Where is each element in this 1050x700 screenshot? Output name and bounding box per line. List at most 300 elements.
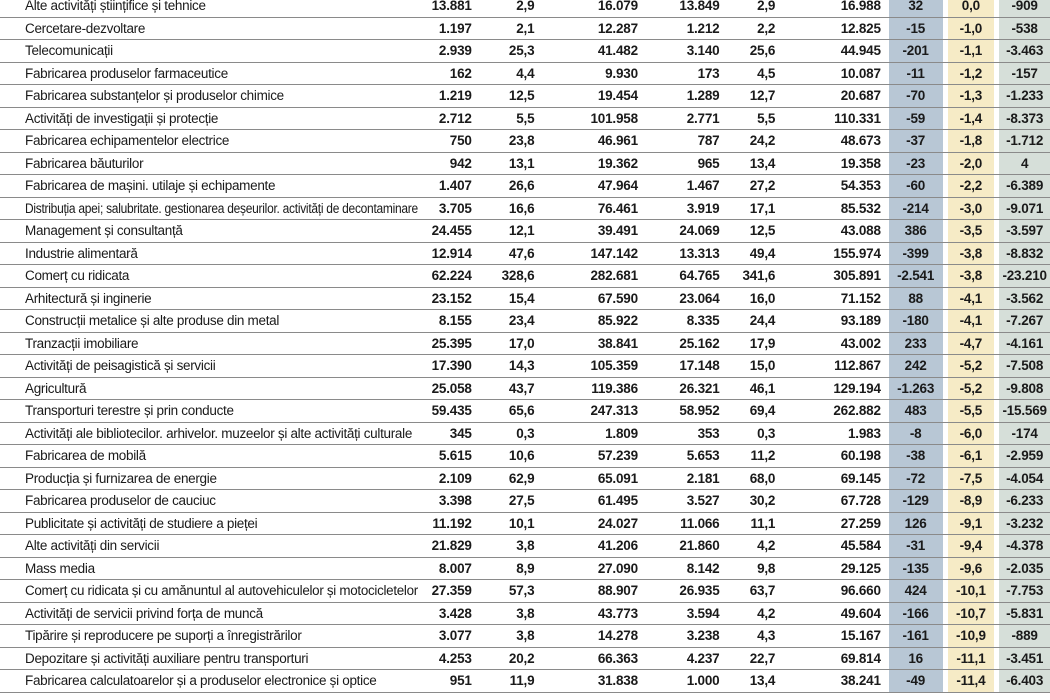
table-cell-col1: 750: [449, 133, 472, 149]
row-label: Activități de peisagistică și servicii: [25, 358, 216, 374]
table-cell-col4: 26.321: [679, 380, 720, 396]
table-cell-col6: 1.983: [847, 425, 881, 441]
table-row: [0, 108, 1050, 131]
table-cell-col8: -6,1: [947, 445, 995, 467]
table-cell-col5: 27,2: [749, 178, 776, 194]
table-cell-col8: -11,4: [947, 670, 995, 692]
row-label: Management și consultanță: [25, 223, 183, 239]
table-cell-col1: 2.939: [438, 43, 472, 59]
table-cell-col1: 3.705: [438, 200, 472, 216]
table-cell-col2: 5,5: [516, 110, 535, 126]
table-cell-col2: 27,5: [508, 493, 535, 509]
row-label: Alte activități științifice și tehnice: [25, 0, 206, 14]
table-cell-col6: 67.728: [840, 493, 881, 509]
table-cell-col7: -180: [888, 310, 943, 332]
table-cell-col3: 76.461: [597, 200, 638, 216]
table-cell-col8: -11,1: [947, 648, 995, 670]
table-cell-col8: -4,1: [947, 310, 995, 332]
table-cell-col3: 47.964: [597, 178, 638, 194]
table-cell-col9: 4: [998, 153, 1050, 175]
table-row: [0, 423, 1050, 446]
table-cell-col4: 23.064: [679, 290, 720, 306]
row-label: Comerț cu ridicata și cu amănuntul al autovehiculelor și motocicletelor: [25, 583, 418, 599]
table-cell-col6: 29.125: [840, 560, 881, 576]
table-cell-col9: -9.808: [998, 378, 1050, 400]
table-cell-col6: 43.088: [840, 223, 881, 239]
table-cell-col4: 353: [697, 425, 720, 441]
table-cell-col7: 233: [888, 333, 943, 355]
table-cell-col7: 32: [888, 0, 943, 17]
table-cell-col5: 17,9: [749, 335, 776, 351]
row-label: Tipărire și reproducere pe suporți a înregistrărilor: [25, 628, 302, 644]
table-row: [0, 355, 1050, 378]
table-cell-col5: 4,3: [757, 628, 776, 644]
row-label: Fabricarea calculatoarelor și a produselor electronice și optice: [25, 673, 377, 689]
table-cell-col3: 61.495: [597, 493, 638, 509]
table-cell-col6: 71.152: [840, 290, 881, 306]
table-cell-col6: 48.673: [840, 133, 881, 149]
table-cell-col9: -7.508: [998, 355, 1050, 377]
table-cell-col1: 23.152: [431, 290, 472, 306]
table-cell-col6: 15.167: [840, 628, 881, 644]
table-cell-col8: -1,0: [947, 18, 995, 40]
table-cell-col1: 162: [449, 65, 472, 81]
table-cell-col3: 38.841: [597, 335, 638, 351]
row-label: Arhitectură și inginerie: [25, 290, 152, 306]
table-cell-col8: 0,0: [947, 0, 995, 17]
table-cell-col1: 8.155: [438, 313, 472, 329]
table-cell-col9: -9.071: [998, 198, 1050, 220]
table-cell-col3: 119.386: [591, 380, 638, 396]
row-label: Telecomunicații: [25, 43, 113, 59]
table-cell-col6: 69.814: [840, 650, 881, 666]
table-cell-col4: 3.594: [686, 605, 720, 621]
table-cell-col9: -2.035: [998, 558, 1050, 580]
table-row: [0, 513, 1050, 536]
table-cell-col9: -2.959: [998, 445, 1050, 467]
table-cell-col5: 4,5: [757, 65, 776, 81]
table-cell-col3: 9.930: [605, 65, 638, 81]
table-cell-col2: 43,7: [508, 380, 535, 396]
table-cell-col6: 43.002: [840, 335, 881, 351]
table-cell-col9: -889: [998, 625, 1050, 647]
row-label: Comerț cu ridicata: [25, 268, 130, 284]
table-cell-col3: 46.961: [597, 133, 638, 149]
table-cell-col4: 173: [697, 65, 720, 81]
row-label: Alte activități din servicii: [25, 538, 160, 554]
row-label: Fabricarea produselor farmaceutice: [25, 65, 228, 81]
table-row: [0, 648, 1050, 671]
table-cell-col3: 247.313: [590, 403, 638, 419]
table-cell-col6: 38.241: [840, 673, 881, 689]
table-cell-col9: -174: [998, 423, 1050, 445]
table-cell-col2: 12,5: [508, 88, 535, 104]
table-cell-col5: 11,2: [750, 448, 776, 464]
row-label: Fabricarea substanțelor și produselor chimice: [25, 88, 284, 104]
table-cell-col6: 49.604: [840, 605, 881, 621]
table-cell-col4: 17.148: [679, 358, 720, 374]
table-cell-col4: 3.140: [686, 43, 720, 59]
table-cell-col3: 19.454: [597, 88, 638, 104]
table-cell-col3: 39.491: [597, 223, 638, 239]
table-cell-col5: 13,4: [749, 155, 776, 171]
table-cell-col5: 4,2: [757, 538, 776, 554]
table-cell-col8: -5,2: [947, 355, 995, 377]
table-cell-col9: -8.832: [998, 243, 1050, 265]
row-label: Tranzacții imobiliare: [25, 335, 139, 351]
table-cell-col8: -1,1: [947, 40, 995, 62]
table-cell-col4: 3.527: [686, 493, 720, 509]
row-label: Activități de investigații și protecție: [25, 110, 219, 126]
table-cell-col1: 24.455: [431, 223, 472, 239]
table-cell-col1: 2.109: [438, 470, 472, 486]
table-row: [0, 310, 1050, 333]
table-row: [0, 175, 1050, 198]
table-row: [0, 603, 1050, 626]
table-cell-col4: 21.860: [679, 538, 720, 554]
table-cell-col9: -909: [998, 0, 1050, 17]
table-cell-col5: 68,0: [749, 470, 776, 486]
table-cell-col1: 3.428: [438, 605, 472, 621]
table-cell-col7: 242: [888, 355, 943, 377]
table-cell-col7: -70: [888, 85, 943, 107]
table-cell-col8: -5,5: [947, 400, 995, 422]
table-cell-col2: 10,6: [508, 448, 535, 464]
table-cell-col7: -72: [888, 468, 943, 490]
table-cell-col8: -3,8: [947, 265, 995, 287]
table-cell-col2: 11,9: [509, 673, 535, 689]
table-cell-col3: 105.359: [590, 358, 638, 374]
table-cell-col9: -1.233: [998, 85, 1050, 107]
table-row: [0, 40, 1050, 63]
table-cell-col2: 0,3: [516, 425, 535, 441]
table-cell-col6: 85.532: [840, 200, 881, 216]
table-cell-col7: -1.263: [888, 378, 943, 400]
table-cell-col5: 24,2: [749, 133, 776, 149]
row-label: Depozitare și activități auxiliare pentru transporturi: [25, 650, 309, 666]
table-cell-col4: 965: [697, 155, 720, 171]
table-cell-col9: -23.210: [998, 265, 1050, 287]
table-row: [0, 0, 1050, 18]
table-cell-col8: -5,2: [947, 378, 995, 400]
table-cell-col2: 8,9: [516, 560, 535, 576]
table-cell-col5: 46,1: [749, 380, 776, 396]
row-label: Activități de servicii privind forța de muncă: [25, 605, 263, 621]
table-cell-col1: 942: [449, 155, 472, 171]
table-cell-col3: 85.922: [597, 313, 638, 329]
table-cell-col5: 5,5: [757, 110, 776, 126]
table-cell-col1: 345: [449, 425, 472, 441]
table-row: [0, 490, 1050, 513]
table-cell-col2: 57,3: [508, 583, 535, 599]
table-cell-col4: 64.765: [679, 268, 720, 284]
table-cell-col4: 3.919: [686, 200, 720, 216]
table-cell-col9: -3.463: [998, 40, 1050, 62]
table-cell-col5: 16,0: [749, 290, 776, 306]
table-cell-col1: 2.712: [438, 110, 472, 126]
table-cell-col8: -1,8: [947, 130, 995, 152]
table-cell-col2: 2,9: [516, 0, 535, 14]
table-cell-col5: 2,9: [757, 0, 776, 14]
table-cell-col4: 8.335: [686, 313, 720, 329]
table-cell-col8: -3,5: [947, 220, 995, 242]
table-cell-col6: 20.687: [840, 88, 881, 104]
table-cell-col6: 10.087: [840, 65, 881, 81]
table-cell-col4: 13.313: [679, 245, 720, 261]
table-cell-col3: 19.362: [597, 155, 638, 171]
table-cell-col4: 24.069: [679, 223, 720, 239]
row-label: Transporturi terestre și prin conducte: [25, 403, 234, 419]
table-row: [0, 288, 1050, 311]
table-cell-col7: -161: [888, 625, 943, 647]
table-cell-col7: -2.541: [888, 265, 943, 287]
table-cell-col7: 16: [888, 648, 943, 670]
table-cell-col2: 62,9: [508, 470, 535, 486]
table-cell-col7: -214: [888, 198, 943, 220]
table-cell-col1: 12.914: [431, 245, 472, 261]
table-cell-col5: 63,7: [749, 583, 776, 599]
row-label: Mass media: [25, 560, 95, 576]
table-cell-col9: -1.712: [998, 130, 1050, 152]
table-cell-col7: -8: [888, 423, 943, 445]
table-cell-col2: 3,8: [516, 605, 535, 621]
table-cell-col8: -4,1: [947, 288, 995, 310]
table-cell-col9: -4.161: [998, 333, 1050, 355]
table-cell-col8: -2,2: [947, 175, 995, 197]
table-cell-col7: -37: [888, 130, 943, 152]
table-cell-col4: 1.289: [686, 88, 720, 104]
table-cell-col8: -4,7: [947, 333, 995, 355]
table-cell-col3: 43.773: [597, 605, 638, 621]
table-cell-col4: 4.237: [686, 650, 720, 666]
table-cell-col2: 328,6: [501, 268, 535, 284]
table-cell-col2: 17,0: [508, 335, 535, 351]
table-row: [0, 130, 1050, 153]
table-cell-col3: 27.090: [597, 560, 638, 576]
table-cell-col3: 1.809: [605, 425, 638, 441]
table-row: [0, 265, 1050, 288]
table-cell-col2: 4,4: [516, 65, 535, 81]
table-cell-col2: 25,3: [508, 43, 535, 59]
table-cell-col1: 62.224: [431, 268, 472, 284]
table-cell-col9: -4.378: [998, 535, 1050, 557]
table-cell-col5: 11,1: [750, 515, 776, 531]
table-cell-col3: 147.142: [590, 245, 638, 261]
table-cell-col9: -7.267: [998, 310, 1050, 332]
table-row: [0, 153, 1050, 176]
table-row: [0, 333, 1050, 356]
table-cell-col4: 787: [697, 133, 720, 149]
table-cell-col5: 12,7: [749, 88, 776, 104]
table-cell-col8: -10,1: [947, 580, 995, 602]
table-cell-col6: 155.974: [833, 245, 881, 261]
table-cell-col3: 31.838: [597, 673, 638, 689]
table-row: [0, 63, 1050, 86]
row-label: Distribuția apei; salubritate. gestionarea deșeurilor. activități de decontaminare: [25, 200, 418, 216]
table-cell-col5: 15,0: [749, 358, 776, 374]
table-cell-col1: 1.407: [438, 178, 472, 194]
table-cell-col6: 27.259: [840, 515, 881, 531]
table-cell-col9: -3.232: [998, 513, 1050, 535]
table-cell-col4: 25.162: [679, 335, 720, 351]
table-cell-col5: 13,4: [749, 673, 776, 689]
table-cell-col6: 45.584: [840, 538, 881, 554]
table-cell-col6: 129.194: [833, 380, 881, 396]
table-cell-col8: -1,3: [947, 85, 995, 107]
table-row: [0, 85, 1050, 108]
table-cell-col9: -157: [998, 63, 1050, 85]
table-cell-col8: -6,0: [947, 423, 995, 445]
table-cell-col6: 44.945: [840, 43, 881, 59]
table-cell-col4: 8.142: [686, 560, 720, 576]
table-cell-col5: 24,4: [749, 313, 776, 329]
table-cell-col9: -3.451: [998, 648, 1050, 670]
table-row: [0, 445, 1050, 468]
table-cell-col7: -31: [888, 535, 943, 557]
table-row: [0, 625, 1050, 648]
table-cell-col9: -4.054: [998, 468, 1050, 490]
row-label: Cercetare-dezvoltare: [25, 20, 146, 36]
table-cell-col6: 16.988: [840, 0, 881, 14]
table-cell-col4: 11.066: [680, 515, 720, 531]
row-label: Producția și furnizarea de energie: [25, 470, 217, 486]
table-cell-col4: 13.849: [679, 0, 720, 14]
row-label: Fabricarea produselor de cauciuc: [25, 493, 216, 509]
table-cell-col1: 3.398: [438, 493, 472, 509]
table-cell-col2: 23,8: [508, 133, 535, 149]
table-cell-col8: -9,1: [947, 513, 995, 535]
table-cell-col3: 57.239: [597, 448, 638, 464]
table-cell-col1: 13.881: [431, 0, 472, 14]
table-cell-col7: -15: [888, 18, 943, 40]
table-cell-col3: 24.027: [597, 515, 638, 531]
table-cell-col7: -49: [888, 670, 943, 692]
table-row: [0, 580, 1050, 603]
table-cell-col2: 14,3: [508, 358, 535, 374]
table-cell-col2: 47,6: [508, 245, 535, 261]
table-cell-col3: 67.590: [597, 290, 638, 306]
table-cell-col6: 69.145: [840, 470, 881, 486]
table-row: [0, 378, 1050, 401]
table-cell-col5: 12,5: [749, 223, 776, 239]
table-cell-col1: 5.615: [438, 448, 472, 464]
table-cell-col3: 16.079: [597, 0, 638, 14]
table-row: [0, 18, 1050, 41]
table-cell-col6: 110.331: [834, 110, 881, 126]
table-cell-col2: 12,1: [508, 223, 535, 239]
table-cell-col4: 5.653: [686, 448, 720, 464]
table-cell-col5: 2,2: [757, 20, 776, 36]
table-cell-col8: -9,4: [947, 535, 995, 557]
table-cell-col8: -2,0: [947, 153, 995, 175]
table-cell-col2: 13,1: [508, 155, 535, 171]
table-cell-col2: 26,6: [508, 178, 535, 194]
table-cell-col1: 1.197: [438, 20, 472, 36]
table-cell-col1: 4.253: [438, 650, 472, 666]
table-cell-col1: 17.390: [431, 358, 472, 374]
table-cell-col1: 21.829: [431, 538, 472, 554]
table-cell-col3: 41.206: [597, 538, 638, 554]
table-cell-col4: 2.181: [686, 470, 720, 486]
table-cell-col3: 14.278: [597, 628, 638, 644]
table-cell-col1: 3.077: [438, 628, 472, 644]
table-cell-col7: -166: [888, 603, 943, 625]
table-cell-col4: 2.771: [686, 110, 720, 126]
table-cell-col1: 27.359: [431, 583, 472, 599]
table-cell-col9: -15.569: [998, 400, 1050, 422]
table-cell-col2: 3,8: [516, 628, 535, 644]
table-cell-col8: -3,0: [947, 198, 995, 220]
table-cell-col8: -7,5: [947, 468, 995, 490]
table-cell-col9: -7.753: [998, 580, 1050, 602]
table-row: [0, 400, 1050, 423]
table-cell-col3: 282.681: [590, 268, 638, 284]
row-label: Fabricarea de mașini. utilaje și echipamente: [25, 178, 276, 194]
table-cell-col1: 25.058: [431, 380, 472, 396]
table-cell-col8: -1,2: [947, 63, 995, 85]
table-cell-col7: 386: [888, 220, 943, 242]
table-cell-col8: -10,9: [947, 625, 995, 647]
table-cell-col2: 23,4: [508, 313, 535, 329]
table-cell-col6: 112.867: [834, 358, 881, 374]
table-cell-col4: 1.467: [686, 178, 720, 194]
table-cell-col5: 341,6: [742, 268, 776, 284]
row-label: Agricultură: [25, 380, 87, 396]
table-cell-col9: -3.597: [998, 220, 1050, 242]
table-cell-col5: 4,2: [757, 605, 776, 621]
table-cell-col9: -3.562: [998, 288, 1050, 310]
table-cell-col7: -23: [888, 153, 943, 175]
table-cell-col2: 10,1: [508, 515, 535, 531]
table-cell-col6: 93.189: [840, 313, 881, 329]
row-label: Fabricarea echipamentelor electrice: [25, 133, 230, 149]
table-cell-col7: -38: [888, 445, 943, 467]
table-cell-col2: 3,8: [516, 538, 535, 554]
table-cell-col5: 0,3: [757, 425, 776, 441]
table-cell-col5: 22,7: [749, 650, 776, 666]
table-cell-col5: 69,4: [749, 403, 776, 419]
table-cell-col7: -201: [888, 40, 943, 62]
row-label: Fabricarea de mobilă: [25, 448, 146, 464]
table-row: [0, 468, 1050, 491]
table-cell-col9: -538: [998, 18, 1050, 40]
table-cell-col6: 60.198: [840, 448, 881, 464]
table-cell-col2: 16,6: [508, 200, 535, 216]
table-cell-col3: 66.363: [597, 650, 638, 666]
table-row: [0, 670, 1050, 693]
table-row: [0, 558, 1050, 581]
table-cell-col8: -3,8: [947, 243, 995, 265]
row-label: Publicitate și activități de studiere a pieței: [25, 515, 258, 531]
table-cell-col6: 19.358: [840, 155, 881, 171]
row-label: Construcții metalice și alte produse din metal: [25, 313, 280, 329]
table-row: [0, 220, 1050, 243]
table-cell-col2: 65,6: [508, 403, 535, 419]
table-row: [0, 198, 1050, 221]
table-cell-col1: 8.007: [438, 560, 472, 576]
table-cell-col8: -10,7: [947, 603, 995, 625]
table-cell-col7: 126: [888, 513, 943, 535]
table-cell-col4: 26.935: [679, 583, 720, 599]
table-cell-col1: 59.435: [431, 403, 472, 419]
table-cell-col6: 262.882: [833, 403, 881, 419]
table-cell-col1: 11.192: [432, 515, 472, 531]
table-cell-col7: -129: [888, 490, 943, 512]
table-cell-col7: 88: [888, 288, 943, 310]
table-cell-col4: 3.238: [686, 628, 720, 644]
row-label: Fabricarea băuturilor: [25, 155, 144, 171]
table-cell-col4: 1.212: [686, 20, 720, 36]
